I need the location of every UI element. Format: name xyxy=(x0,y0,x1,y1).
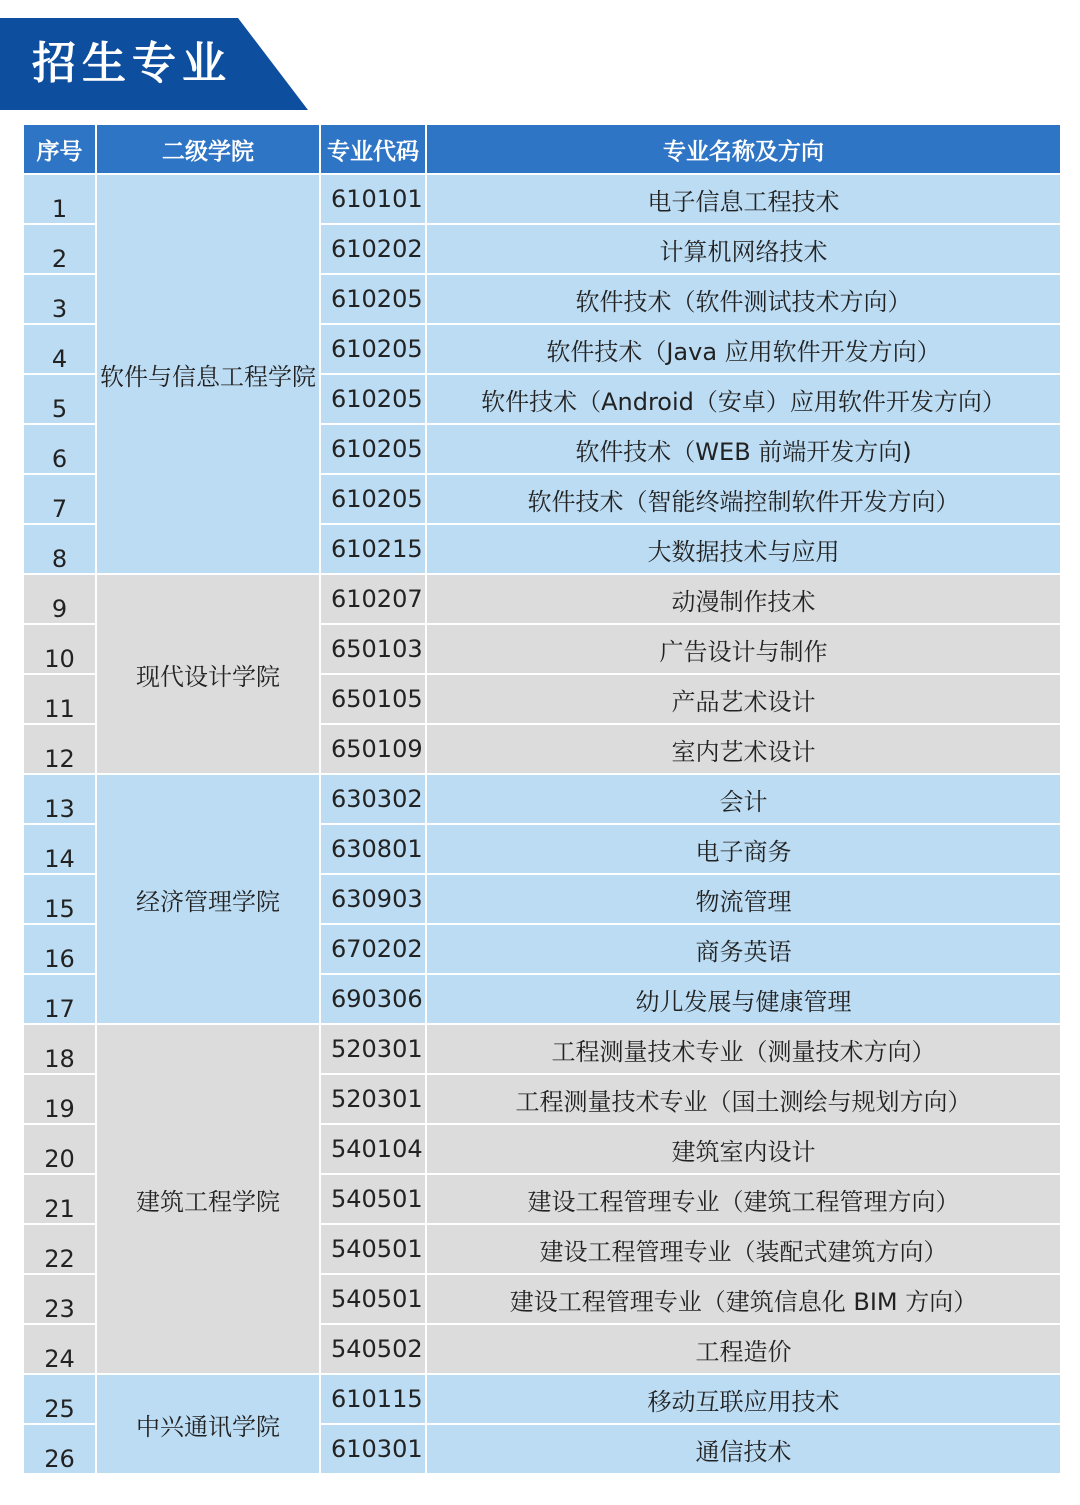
major-name: 建设工程管理专业（装配式建筑方向） xyxy=(426,1224,1061,1274)
row-index: 13 xyxy=(23,774,96,824)
college-cell: 中兴通讯学院 xyxy=(96,1374,320,1474)
table-row xyxy=(23,1374,1061,1424)
college-cell: 建筑工程学院 xyxy=(96,1024,320,1374)
major-name: 工程测量技术专业（测量技术方向） xyxy=(426,1024,1061,1074)
major-name: 产品艺术设计 xyxy=(426,674,1061,724)
major-name: 电子信息工程技术 xyxy=(426,174,1061,224)
row-index: 6 xyxy=(23,424,96,474)
major-name: 室内艺术设计 xyxy=(426,724,1061,774)
table-header-row xyxy=(23,124,1061,174)
major-code: 610205 xyxy=(320,274,426,324)
header-code: 专业代码 xyxy=(320,124,426,174)
row-index: 15 xyxy=(23,874,96,924)
major-code: 610215 xyxy=(320,524,426,574)
major-name: 计算机网络技术 xyxy=(426,224,1061,274)
row-index: 14 xyxy=(23,824,96,874)
major-code: 520301 xyxy=(320,1074,426,1124)
major-code: 520301 xyxy=(320,1024,426,1074)
table-row xyxy=(23,574,1061,624)
major-name: 工程测量技术专业（国土测绘与规划方向） xyxy=(426,1074,1061,1124)
major-code: 540501 xyxy=(320,1224,426,1274)
row-index: 26 xyxy=(23,1424,96,1474)
major-code: 610205 xyxy=(320,374,426,424)
row-index: 20 xyxy=(23,1124,96,1174)
major-code: 670202 xyxy=(320,924,426,974)
major-code: 650105 xyxy=(320,674,426,724)
row-index: 11 xyxy=(23,674,96,724)
major-name: 建设工程管理专业（建筑信息化 BIM 方向） xyxy=(426,1274,1061,1324)
major-name: 建筑室内设计 xyxy=(426,1124,1061,1174)
major-name: 建设工程管理专业（建筑工程管理方向） xyxy=(426,1174,1061,1224)
row-index: 21 xyxy=(23,1174,96,1224)
major-code: 610301 xyxy=(320,1424,426,1474)
row-index: 2 xyxy=(23,224,96,274)
row-index: 10 xyxy=(23,624,96,674)
major-code: 690306 xyxy=(320,974,426,1024)
major-name: 软件技术（智能终端控制软件开发方向） xyxy=(426,474,1061,524)
row-index: 3 xyxy=(23,274,96,324)
major-code: 540502 xyxy=(320,1324,426,1374)
row-index: 1 xyxy=(23,174,96,224)
majors-table xyxy=(22,123,1062,1475)
major-name: 软件技术（Android（安卓）应用软件开发方向） xyxy=(426,374,1061,424)
header-index: 序号 xyxy=(23,124,96,174)
major-name: 动漫制作技术 xyxy=(426,574,1061,624)
major-name: 软件技术（WEB 前端开发方向) xyxy=(426,424,1061,474)
major-code: 630302 xyxy=(320,774,426,824)
row-index: 8 xyxy=(23,524,96,574)
major-name: 通信技术 xyxy=(426,1424,1061,1474)
college-cell: 经济管理学院 xyxy=(96,774,320,1024)
table-body xyxy=(23,174,1061,1474)
major-name: 物流管理 xyxy=(426,874,1061,924)
major-code: 630801 xyxy=(320,824,426,874)
major-code: 540501 xyxy=(320,1174,426,1224)
major-name: 广告设计与制作 xyxy=(426,624,1061,674)
major-name: 软件技术（软件测试技术方向） xyxy=(426,274,1061,324)
row-index: 7 xyxy=(23,474,96,524)
major-name: 大数据技术与应用 xyxy=(426,524,1061,574)
row-index: 23 xyxy=(23,1274,96,1324)
major-code: 610205 xyxy=(320,424,426,474)
college-cell: 软件与信息工程学院 xyxy=(96,174,320,574)
row-index: 5 xyxy=(23,374,96,424)
major-code: 540501 xyxy=(320,1274,426,1324)
row-index: 16 xyxy=(23,924,96,974)
major-code: 610202 xyxy=(320,224,426,274)
section-banner xyxy=(0,18,308,110)
major-code: 630903 xyxy=(320,874,426,924)
major-name: 电子商务 xyxy=(426,824,1061,874)
header-college: 二级学院 xyxy=(96,124,320,174)
row-index: 25 xyxy=(23,1374,96,1424)
major-code: 610205 xyxy=(320,324,426,374)
major-code: 610207 xyxy=(320,574,426,624)
major-code: 540104 xyxy=(320,1124,426,1174)
row-index: 22 xyxy=(23,1224,96,1274)
row-index: 24 xyxy=(23,1324,96,1374)
row-index: 9 xyxy=(23,574,96,624)
major-name: 幼儿发展与健康管理 xyxy=(426,974,1061,1024)
major-name: 会计 xyxy=(426,774,1061,824)
college-cell: 现代设计学院 xyxy=(96,574,320,774)
header-major-name: 专业名称及方向 xyxy=(426,124,1061,174)
major-name: 商务英语 xyxy=(426,924,1061,974)
section-title: 招生专业 xyxy=(32,38,232,89)
major-name: 工程造价 xyxy=(426,1324,1061,1374)
major-code: 650109 xyxy=(320,724,426,774)
major-code: 610205 xyxy=(320,474,426,524)
major-name: 移动互联应用技术 xyxy=(426,1374,1061,1424)
major-code: 610101 xyxy=(320,174,426,224)
major-code: 650103 xyxy=(320,624,426,674)
row-index: 12 xyxy=(23,724,96,774)
major-code: 610115 xyxy=(320,1374,426,1424)
table-row xyxy=(23,1024,1061,1074)
table-row xyxy=(23,174,1061,224)
row-index: 4 xyxy=(23,324,96,374)
row-index: 19 xyxy=(23,1074,96,1124)
row-index: 18 xyxy=(23,1024,96,1074)
major-name: 软件技术（Java 应用软件开发方向） xyxy=(426,324,1061,374)
row-index: 17 xyxy=(23,974,96,1024)
table-row xyxy=(23,774,1061,824)
